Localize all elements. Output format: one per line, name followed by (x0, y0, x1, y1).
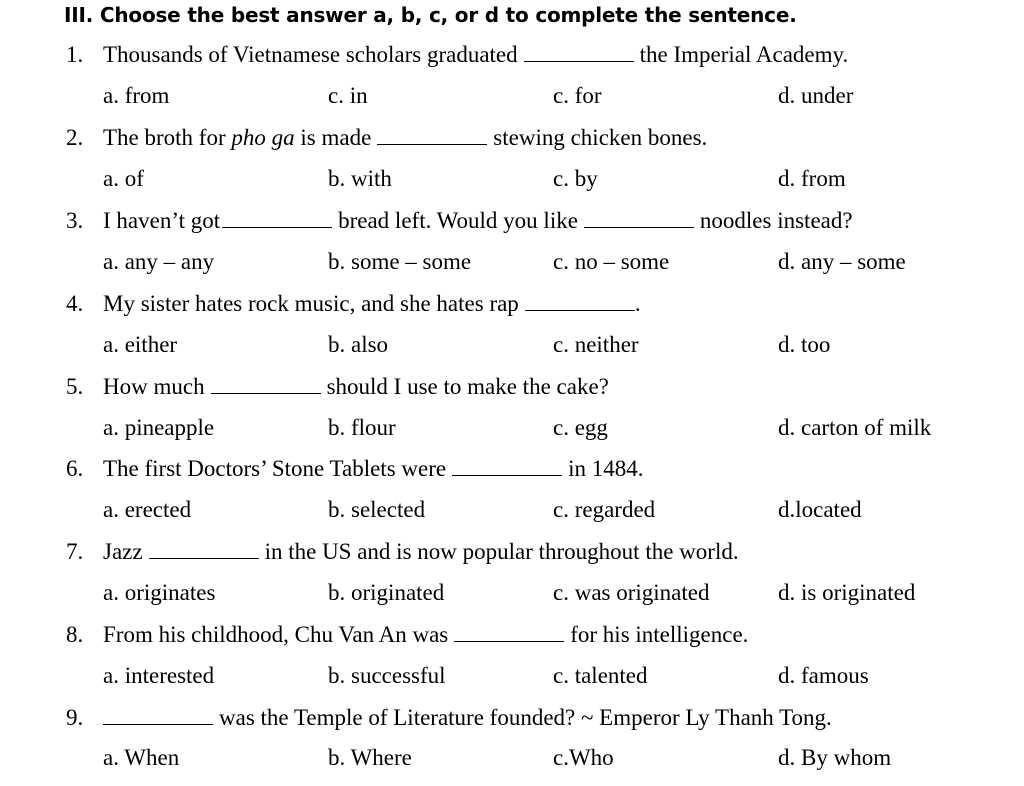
options-8 (103, 661, 1003, 691)
question-text: should I use to make the cake? (326, 374, 609, 399)
question-text: noodles instead? (699, 208, 853, 233)
option-d[interactable]: d. carton of milk (778, 415, 932, 440)
option-d[interactable]: d. any – some (778, 249, 906, 274)
options-3 (103, 247, 1003, 277)
option-c[interactable]: c. egg (553, 415, 608, 440)
options-6 (103, 495, 1003, 525)
question-text: bread left. Would you like (338, 208, 578, 233)
option-d[interactable]: d. is originated (778, 580, 916, 605)
answer-blank (149, 539, 259, 559)
question-text: I haven’t got (103, 208, 221, 233)
option-d[interactable]: d. too (778, 332, 831, 357)
answer-blank (103, 705, 213, 725)
option-c[interactable]: c. talented (553, 663, 648, 688)
question-text: stewing chicken bones. (493, 125, 708, 150)
option-a[interactable]: a. When (103, 745, 180, 770)
option-b[interactable]: b. also (328, 332, 389, 357)
option-b[interactable]: c. in (328, 83, 368, 108)
option-a[interactable]: a. erected (103, 497, 192, 522)
question-3 (66, 206, 853, 236)
question-4 (66, 289, 641, 319)
question-9 (66, 703, 832, 733)
option-c[interactable]: c. was originated (553, 580, 710, 605)
question-6 (66, 454, 643, 484)
question-text: in the US and is now popular throughout the world. (264, 539, 739, 564)
question-text: is made (300, 125, 372, 150)
options-1 (103, 81, 1003, 111)
answer-blank (377, 125, 487, 145)
question-8 (66, 620, 748, 650)
option-b[interactable]: b. with (328, 166, 392, 191)
question-text: From his childhood, Chu Van An was (103, 622, 449, 647)
question-number: 7. (66, 539, 84, 564)
question-text: The broth for (103, 125, 226, 150)
options-2 (103, 164, 1003, 194)
option-d[interactable]: d. By whom (778, 745, 892, 770)
question-2 (66, 123, 707, 153)
question-1 (66, 40, 848, 70)
option-d[interactable]: d. under (778, 83, 854, 108)
option-c[interactable]: c. by (553, 166, 598, 191)
option-a[interactable]: a. from (103, 83, 170, 108)
option-b[interactable]: b. successful (328, 663, 446, 688)
option-d[interactable]: d.located (778, 497, 862, 522)
option-c[interactable]: c. for (553, 83, 602, 108)
option-a[interactable]: a. interested (103, 663, 215, 688)
question-text: . (634, 291, 641, 316)
question-5 (66, 372, 609, 402)
question-text: My sister hates rock music, and she hates rap (103, 291, 519, 316)
question-number: 1. (66, 42, 84, 67)
option-a[interactable]: a. of (103, 166, 144, 191)
question-text: was the Temple of Literature founded? ~ Emperor Ly Thanh Tong. (219, 705, 832, 730)
option-a[interactable]: a. any – any (103, 249, 215, 274)
question-text: in 1484. (568, 456, 644, 481)
option-d[interactable]: d. famous (778, 663, 869, 688)
question-text: Thousands of Vietnamese scholars graduated (103, 42, 518, 67)
question-7 (66, 537, 739, 567)
question-number: 4. (66, 291, 84, 316)
option-a[interactable]: a. either (103, 332, 178, 357)
question-text: for his intelligence. (570, 622, 749, 647)
option-d[interactable]: d. from (778, 166, 846, 191)
section-heading: III. Choose the best answer a, b, c, or d to complete the sentence. (64, 3, 797, 27)
question-number: 6. (66, 456, 84, 481)
option-b[interactable]: b. flour (328, 415, 396, 440)
option-c[interactable]: c. neither (553, 332, 639, 357)
option-a[interactable]: a. originates (103, 580, 216, 605)
question-italic-text: pho ga (231, 125, 295, 150)
option-a[interactable]: a. pineapple (103, 415, 215, 440)
question-text: Jazz (103, 539, 143, 564)
question-text: The first Doctors’ Stone Tablets were (103, 456, 447, 481)
question-text: the Imperial Academy. (639, 42, 849, 67)
option-c[interactable]: c.Who (553, 745, 614, 770)
question-number: 9. (66, 705, 84, 730)
question-text: How much (103, 374, 205, 399)
question-number: 5. (66, 374, 84, 399)
answer-blank (454, 622, 564, 642)
question-number: 8. (66, 622, 84, 647)
option-c[interactable]: c. no – some (553, 249, 670, 274)
question-number: 3. (66, 208, 84, 233)
options-4 (103, 330, 1003, 360)
answer-blank (525, 291, 635, 311)
answer-blank (452, 456, 562, 476)
option-b[interactable]: b. some – some (328, 249, 472, 274)
answer-blank (222, 208, 332, 228)
option-b[interactable]: b. selected (328, 497, 426, 522)
answer-blank (584, 208, 694, 228)
option-b[interactable]: b. Where (328, 745, 412, 770)
answer-blank (211, 374, 321, 394)
question-number: 2. (66, 125, 84, 150)
options-7 (103, 578, 1003, 608)
options-5 (103, 413, 1003, 443)
option-c[interactable]: c. regarded (553, 497, 656, 522)
answer-blank (524, 42, 634, 62)
option-b[interactable]: b. originated (328, 580, 445, 605)
options-9 (103, 743, 1003, 773)
